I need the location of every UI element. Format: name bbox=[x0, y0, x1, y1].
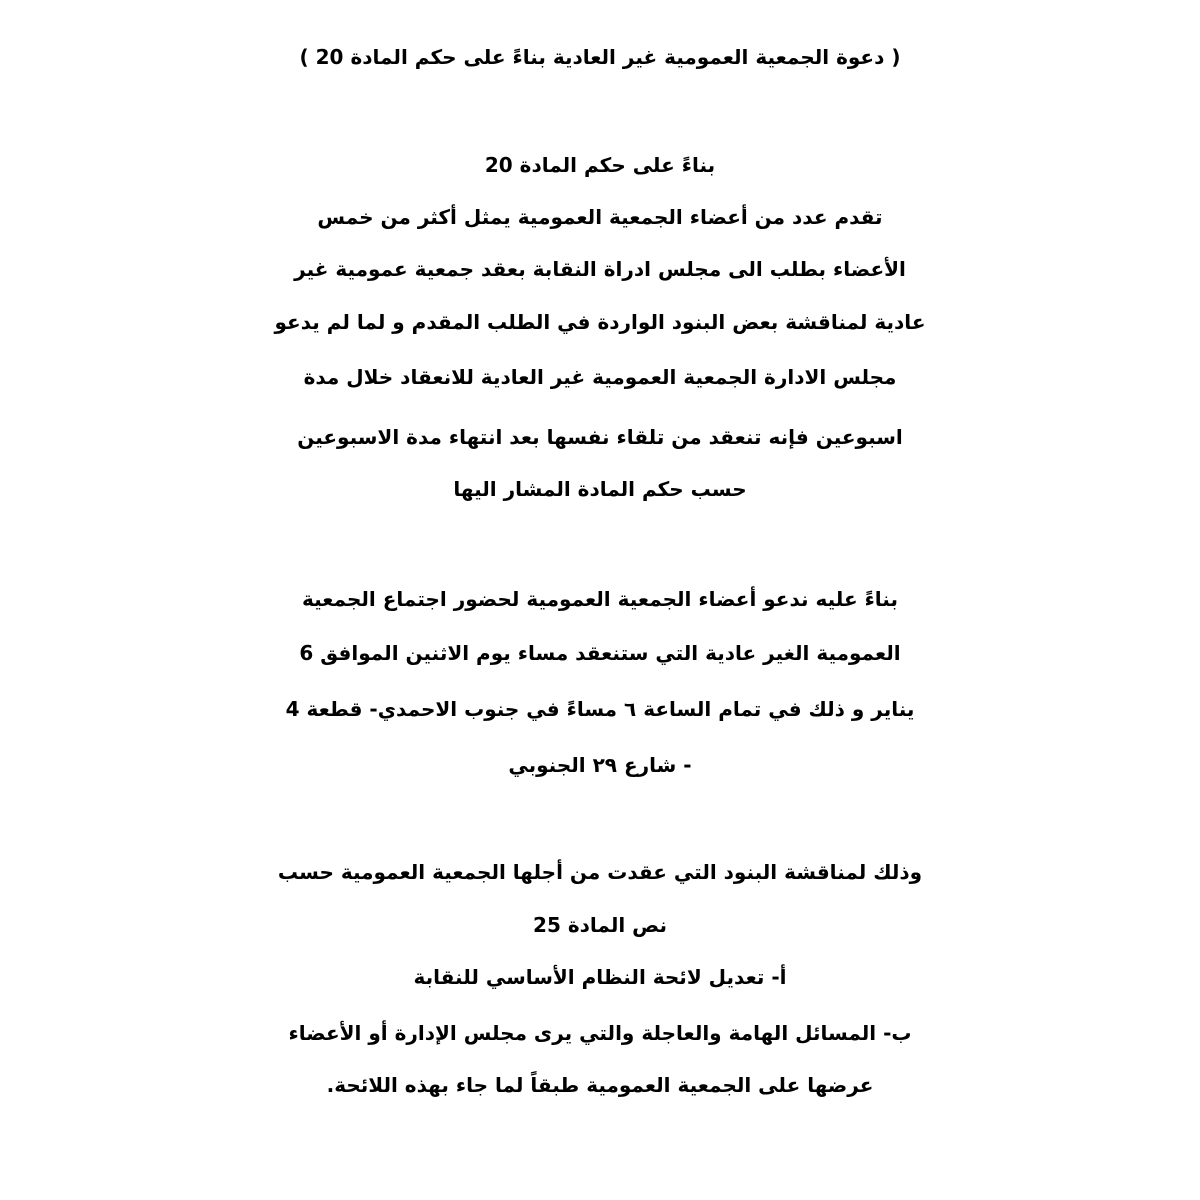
invitation-line-1: بناءً عليه ندعو أعضاء الجمعية العمومية لحضور اجتماع الجمعية bbox=[302, 587, 898, 611]
invitation-line-2: العمومية الغير عادية التي ستنعقد مساء يوم الاثنين الموافق 6 bbox=[299, 641, 901, 665]
intro-line-5: مجلس الادارة الجمعية العمومية غير العادية للانعقاد خلال مدة bbox=[303, 365, 897, 389]
intro-line-1: بناءً على حكم المادة 20 bbox=[484, 153, 716, 177]
agenda-item-b: ب- المسائل الهامة والعاجلة والتي يرى مجلس الإدارة أو الأعضاء bbox=[288, 1021, 912, 1045]
agenda-item-a: أ- تعديل لائحة النظام الأساسي للنقابة bbox=[413, 965, 787, 989]
agenda-item-b-continued: عرضها على الجمعية العمومية طبقاً لما جاء بهذه اللائحة. bbox=[326, 1073, 874, 1097]
invitation-line-3: يناير و ذلك في تمام الساعة ٦ مساءً في جنوب الاحمدي- قطعة 4 bbox=[285, 697, 915, 721]
agenda-line-1: وذلك لمناقشة البنود التي عقدت من أجلها الجمعية العمومية حسب bbox=[277, 860, 923, 884]
document-title: ( دعوة الجمعية العمومية غير العادية بناءً على حكم المادة 20 ) bbox=[299, 45, 901, 69]
intro-line-7: حسب حكم المادة المشار اليها bbox=[453, 477, 747, 501]
intro-line-2: تقدم عدد من أعضاء الجمعية العمومية يمثل أكثر من خمس bbox=[317, 205, 883, 229]
intro-line-3: الأعضاء بطلب الى مجلس ادراة النقابة بعقد جمعية عمومية غير bbox=[294, 257, 906, 281]
intro-line-4: عادية لمناقشة بعض البنود الواردة في الطلب المقدم و لما لم يدعو bbox=[274, 310, 926, 334]
invitation-line-4: - شارع ٢٩ الجنوبي bbox=[508, 753, 692, 777]
agenda-line-2: نص المادة 25 bbox=[533, 913, 667, 937]
intro-line-6: اسبوعين فإنه تنعقد من تلقاء نفسها بعد انتهاء مدة الاسبوعين bbox=[297, 425, 903, 449]
